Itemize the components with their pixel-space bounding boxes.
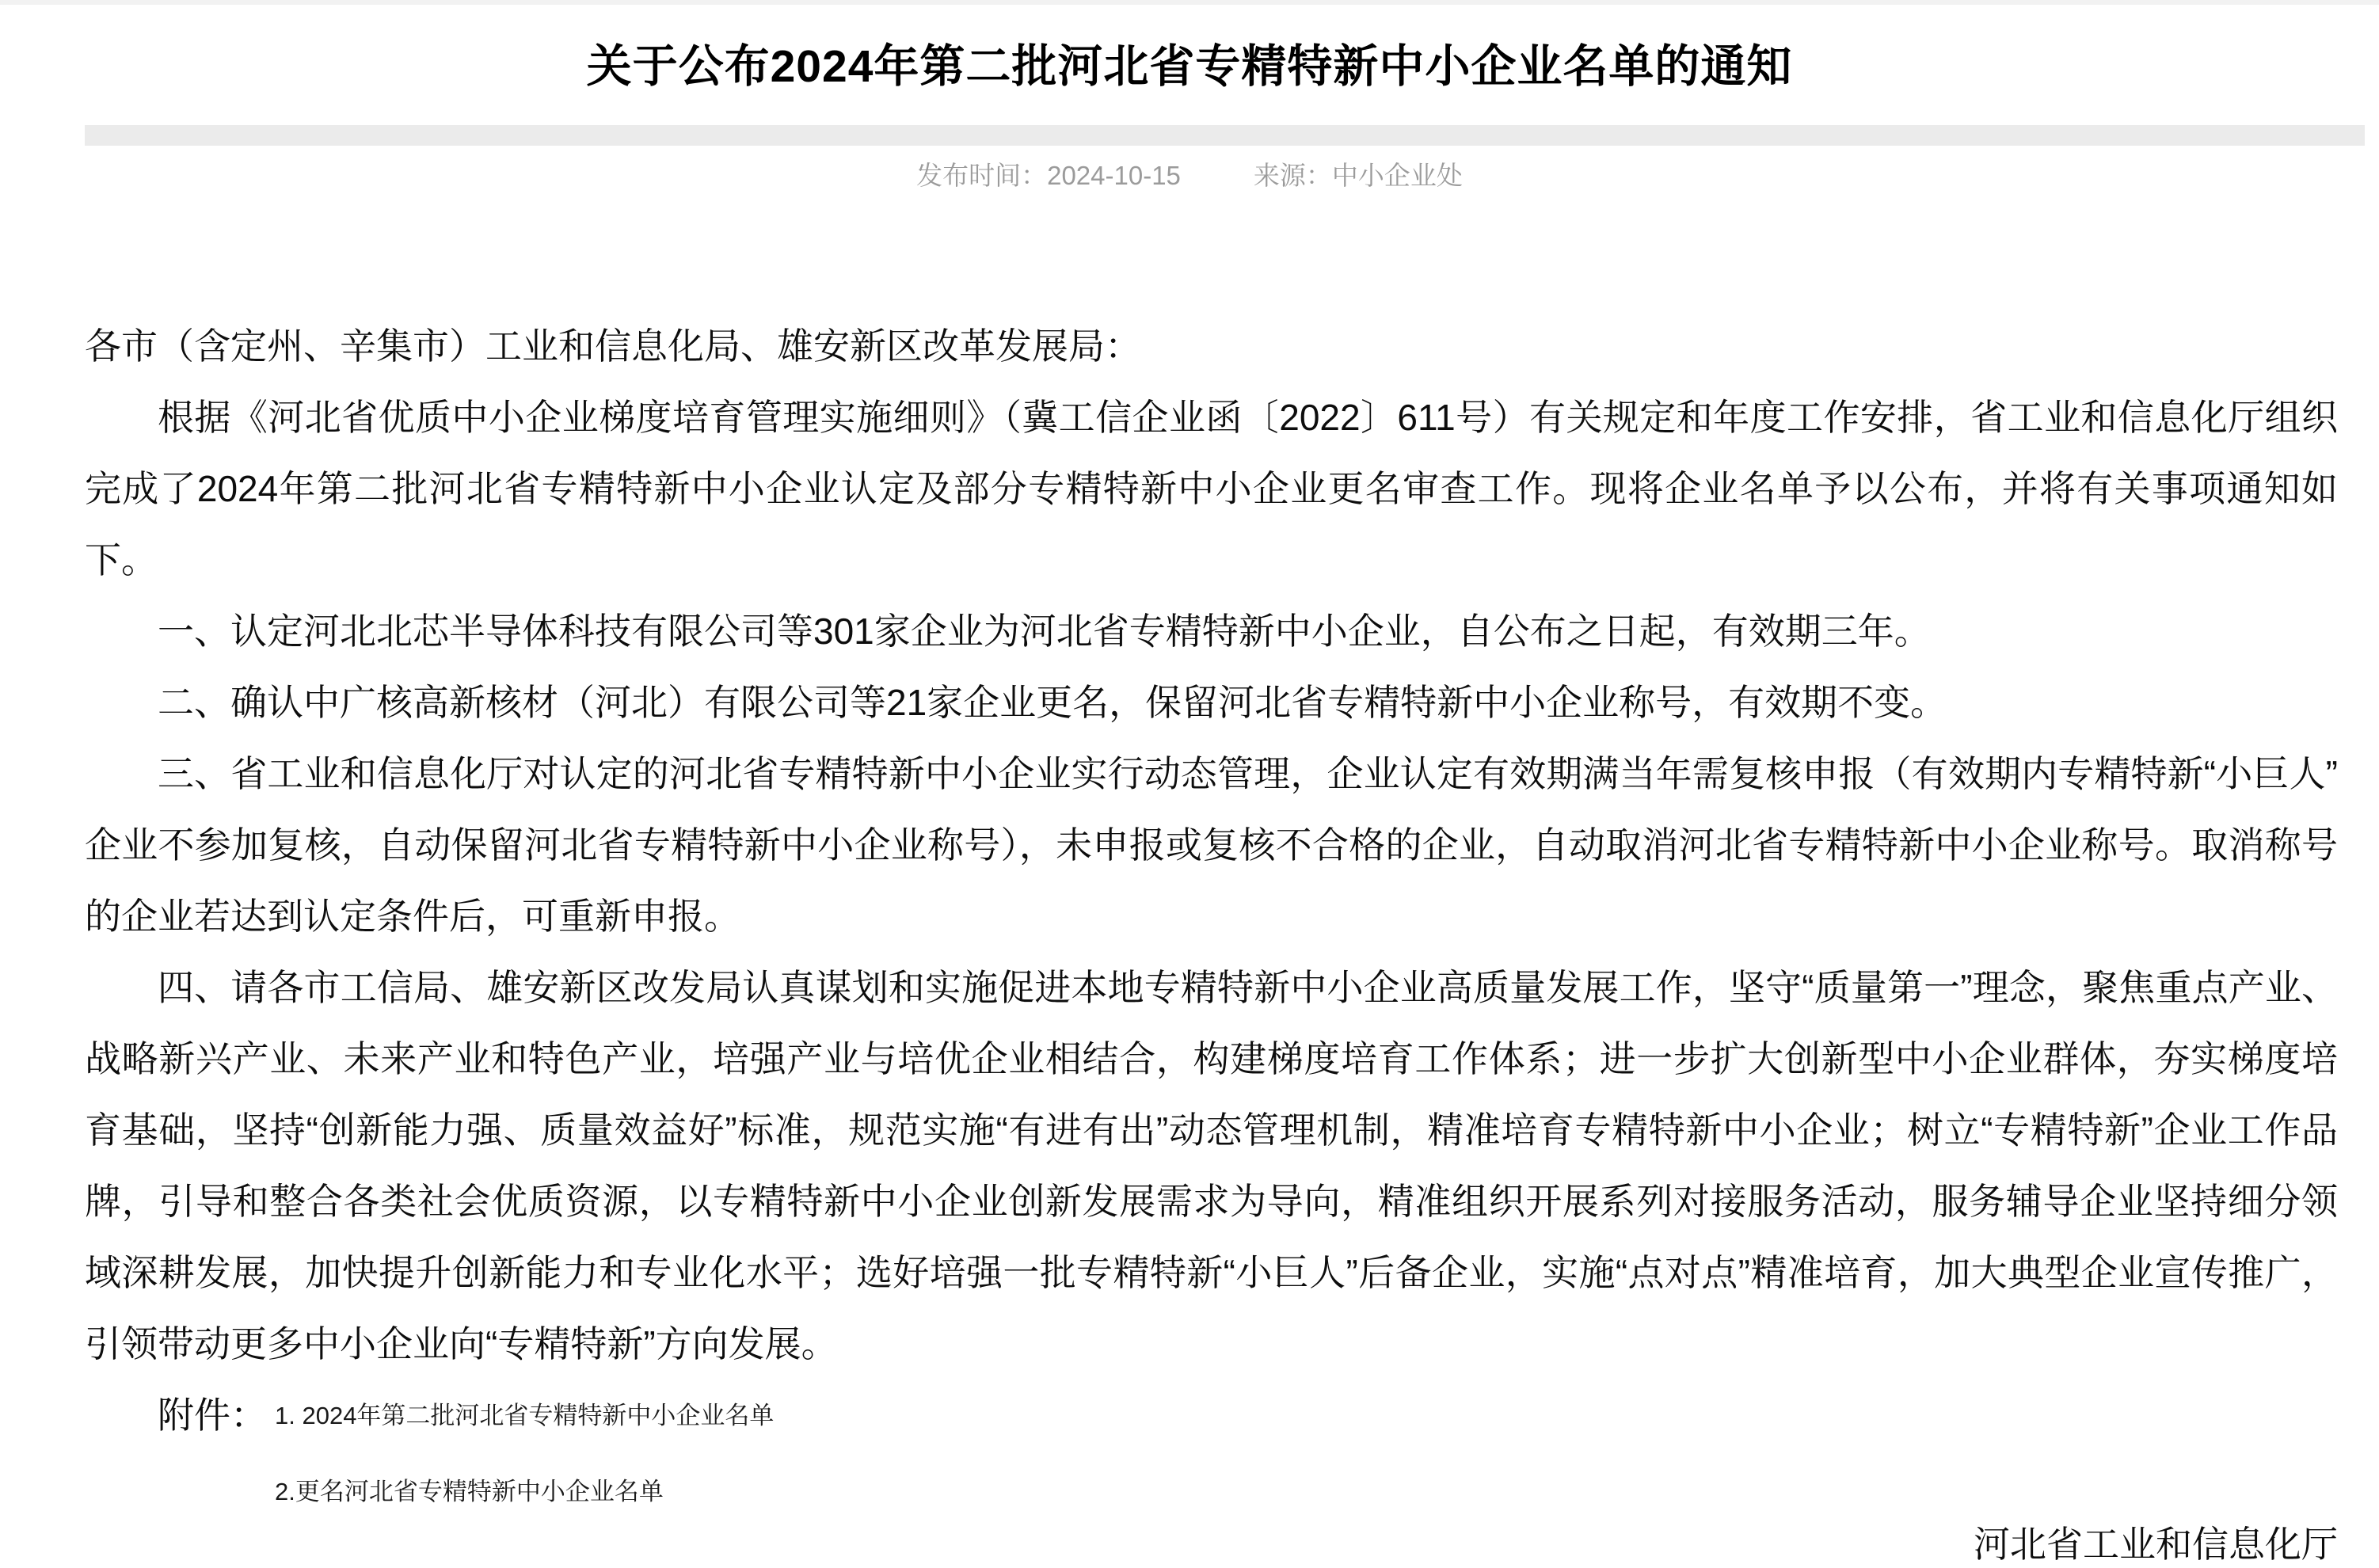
paragraph-item-4: 四、请各市工信局、雄安新区改发局认真谋划和实施促进本地专精特新中小企业高质量发展工作，坚守“质量第一”理念，聚焦重点产业、战略新兴产业、未来产业和特色产业，培强产业与培优企业相结合，构建梯度培育工作体系；进一步扩大创新型中小企业群体，夯实梯度培育基础，坚持“创新能力强、质量效益好”标准，规范实施“有进有出”动态管理机制，精准培育专精特新中小企业；树立“专精特新”企业工作品牌，引导和整合各类社会优质资源，以专精特新中小企业创新发展需求为导向，精准组织开展系列对接服务活动，服务辅导企业坚持细分领域深耕发展，加快提升创新能力和专业化水平；选好培强一批专精特新“小巨人”后备企业，实施“点对点”精准培育，加大典型企业宣传推广，引领带动更多中小企业向“专精特新”方向发展。 xyxy=(85,967,2338,1364)
title-divider xyxy=(85,125,2365,146)
attachments-label: 附件： xyxy=(158,1395,267,1436)
page-top-strip xyxy=(0,0,2379,5)
issuer-signature: 河北省工业和信息化厅 xyxy=(1974,1524,2338,1565)
publish-date-value: 2024-10-15 xyxy=(1047,161,1181,190)
source-label: 来源： xyxy=(1253,161,1332,190)
source-value: 中小企业处 xyxy=(1331,161,1463,190)
paragraph-item-1: 一、认定河北北芯半导体科技有限公司等301家企业为河北省专精特新中小企业，自公布之日起，有效期三年。 xyxy=(158,611,1931,652)
paragraph-intro: 根据《河北省优质中小企业梯度培育管理实施细则》（冀工信企业函〔2022〕611号）有关规定和年度工作安排，省工业和信息化厅组织完成了2024年第二批河北省专精特新中小企业认定及部分专精特新中小企业更名审查工作。现将企业名单予以公布，并将有关事项通知如下。 xyxy=(85,397,2338,580)
page-title: 关于公布2024年第二批河北省专精特新中小企业名单的通知 xyxy=(586,41,1793,92)
salutation: 各市（含定州、辛集市）工业和信息化局、雄安新区改革发展局： xyxy=(85,325,1141,367)
publish-date xyxy=(916,160,1181,192)
meta-row xyxy=(0,160,2379,192)
paragraph-item-2: 二、确认中广核高新核材（河北）有限公司等21家企业更名，保留河北省专精特新中小企业称号，有效期不变。 xyxy=(158,682,1947,723)
attachment-link-1[interactable]: 1. 2024年第二批河北省专精特新中小企业名单 xyxy=(275,1402,775,1429)
attachment-link-2[interactable]: 2.更名河北省专精特新中小企业名单 xyxy=(275,1478,664,1505)
source xyxy=(1254,160,1463,192)
publish-date-label: 发布时间： xyxy=(916,161,1048,190)
attachments-list xyxy=(267,1380,774,1509)
document-body xyxy=(85,310,2338,1568)
paragraph-item-3: 三、省工业和信息化厅对认定的河北省专精特新中小企业实行动态管理，企业认定有效期满当年需复核申报（有效期内专精特新“小巨人”企业不参加复核，自动保留河北省专精特新中小企业称号），未申报或复核不合格的企业，自动取消河北省专精特新中小企业称号。取消称号的企业若达到认定条件后，可重新申报。 xyxy=(85,753,2338,937)
attachments-section xyxy=(85,1380,2338,1509)
